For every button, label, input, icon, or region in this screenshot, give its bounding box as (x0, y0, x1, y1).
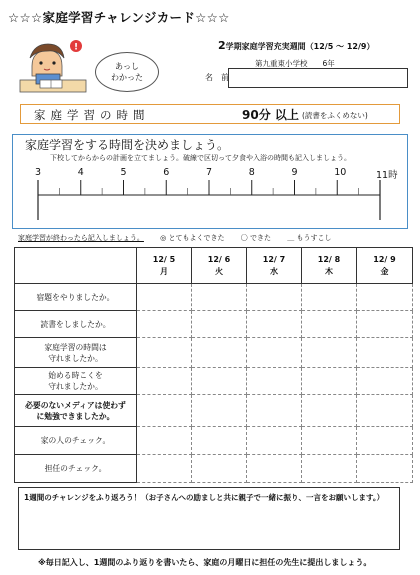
day-header (192, 248, 247, 284)
check-cell[interactable] (302, 395, 357, 427)
hour-label: 10 (334, 167, 347, 178)
day-header (247, 248, 302, 284)
check-cell[interactable] (192, 395, 247, 427)
check-cell[interactable] (192, 338, 247, 368)
check-cell[interactable] (137, 395, 192, 427)
legend-item: ◎ とてもよくできた (160, 234, 225, 242)
row-question-line: 家庭学習の時間は (44, 342, 107, 352)
row-question-line: 読書をしましたか。 (40, 319, 111, 329)
row-question-line: に勉強できましたか。 (36, 411, 115, 421)
check-cell[interactable] (137, 455, 192, 483)
day-date: 12/ 8 (317, 254, 341, 264)
hour-label: 9 (291, 167, 298, 178)
day-date: 12/ 5 (152, 254, 176, 264)
day-header (302, 248, 357, 284)
check-cell[interactable] (357, 455, 413, 483)
hour-label: 4 (77, 167, 84, 178)
table-row (15, 368, 413, 395)
study-time-note: (読書をふくめない) (302, 111, 368, 120)
check-cell[interactable] (192, 311, 247, 338)
day-name: 月 (160, 266, 168, 276)
schedule-title: 家庭学習をする時間を決めましょう。 (25, 138, 230, 152)
check-cell[interactable] (247, 427, 302, 455)
check-cell[interactable] (247, 455, 302, 483)
checklist-table (14, 247, 413, 483)
school-grade: 第九重東小学校 6年 (255, 59, 335, 68)
table-row (15, 455, 413, 483)
row-question (15, 284, 137, 311)
table-corner (15, 248, 137, 284)
footer-note: ※毎日記入し、1週間のふり返りを書いたら、家庭の月曜日に担任の先生に提出しましょう。 (38, 558, 372, 567)
row-question-line: 始める時こくを (48, 371, 103, 380)
table-row (15, 338, 413, 368)
table-header-row (15, 248, 413, 284)
row-question (15, 455, 137, 483)
hour-label: 7 (206, 167, 213, 178)
row-question (15, 311, 137, 338)
check-cell[interactable] (137, 311, 192, 338)
study-time-title: 家庭学習の時間 (34, 108, 150, 122)
svg-text:!: ! (73, 42, 79, 53)
day-header (137, 248, 192, 284)
day-date: 12/ 9 (373, 254, 396, 264)
speech-bubble-line: わかった (111, 73, 143, 82)
row-question-line: 守れましたか。 (48, 382, 103, 391)
legend-item: 〇 できた (240, 234, 271, 242)
check-cell[interactable] (137, 427, 192, 455)
check-cell[interactable] (192, 368, 247, 395)
day-date: 12/ 6 (207, 254, 231, 264)
hour-label: 8 (248, 167, 255, 178)
check-cell[interactable] (357, 395, 413, 427)
hour-label: 5 (120, 167, 127, 178)
legend-prompt: 家庭学習が終わったら記入しましょう。 (18, 234, 144, 242)
check-cell[interactable] (302, 368, 357, 395)
day-name: 金 (380, 266, 389, 276)
check-cell[interactable] (137, 284, 192, 311)
check-cell[interactable] (137, 338, 192, 368)
hour-label: 3 (35, 167, 42, 178)
check-cell[interactable] (357, 368, 413, 395)
check-cell[interactable] (357, 284, 413, 311)
check-cell[interactable] (192, 455, 247, 483)
check-cell[interactable] (192, 284, 247, 311)
hour-label: 11時 (376, 170, 398, 181)
check-cell[interactable] (247, 284, 302, 311)
name-label: 名 前 (205, 73, 229, 82)
reflection-prompt: 1週間のチャレンジをふり返ろう！（お子さんへの励ましと共に親子で一緒に振り、一言をお願いします。） (24, 493, 385, 502)
check-cell[interactable] (302, 284, 357, 311)
row-question-line: 守れましたか。 (48, 353, 103, 363)
day-name: 水 (270, 266, 278, 276)
check-cell[interactable] (192, 427, 247, 455)
study-time-goal: 90分 以上 (242, 108, 299, 122)
row-question-line: 家の人のチェック。 (40, 436, 111, 445)
row-question (15, 395, 137, 427)
check-cell[interactable] (247, 368, 302, 395)
check-cell[interactable] (247, 311, 302, 338)
legend-item: ＿ もうすこし (287, 234, 332, 242)
row-question (15, 427, 137, 455)
row-question-line: 必要のないメディアは使わず (25, 400, 126, 410)
table-row (15, 427, 413, 455)
week-number: 2 (218, 39, 226, 52)
check-cell[interactable] (357, 338, 413, 368)
day-date: 12/ 7 (262, 254, 286, 264)
table-row (15, 284, 413, 311)
day-name: 火 (215, 266, 223, 276)
check-cell[interactable] (302, 338, 357, 368)
rating-legend (18, 233, 410, 243)
row-question (15, 368, 137, 395)
check-cell[interactable] (137, 368, 192, 395)
table-row (15, 311, 413, 338)
check-cell[interactable] (247, 338, 302, 368)
row-question-line: 担任のチェック。 (44, 464, 107, 473)
row-question-line: 宿題をやりましたか。 (36, 292, 115, 302)
week-label: 学期家庭学習充実週間（12/5 ～ 12/9） (225, 42, 375, 51)
check-cell[interactable] (302, 455, 357, 483)
check-cell[interactable] (302, 427, 357, 455)
page-title: ☆☆☆家庭学習チャレンジカード☆☆☆ (8, 10, 230, 25)
check-cell[interactable] (357, 427, 413, 455)
table-row (15, 395, 413, 427)
schedule-instructions: 下校してからからの計画を立てましょう。破線で区切って夕食や入浴の時間も記入しましょう。 (50, 154, 351, 162)
hour-label: 6 (163, 167, 170, 178)
day-name: 木 (325, 266, 333, 276)
check-cell[interactable] (357, 311, 413, 338)
check-cell[interactable] (302, 311, 357, 338)
day-header (357, 248, 413, 284)
check-cell[interactable] (247, 395, 302, 427)
row-question (15, 338, 137, 368)
speech-bubble-line: あっし (115, 62, 139, 71)
